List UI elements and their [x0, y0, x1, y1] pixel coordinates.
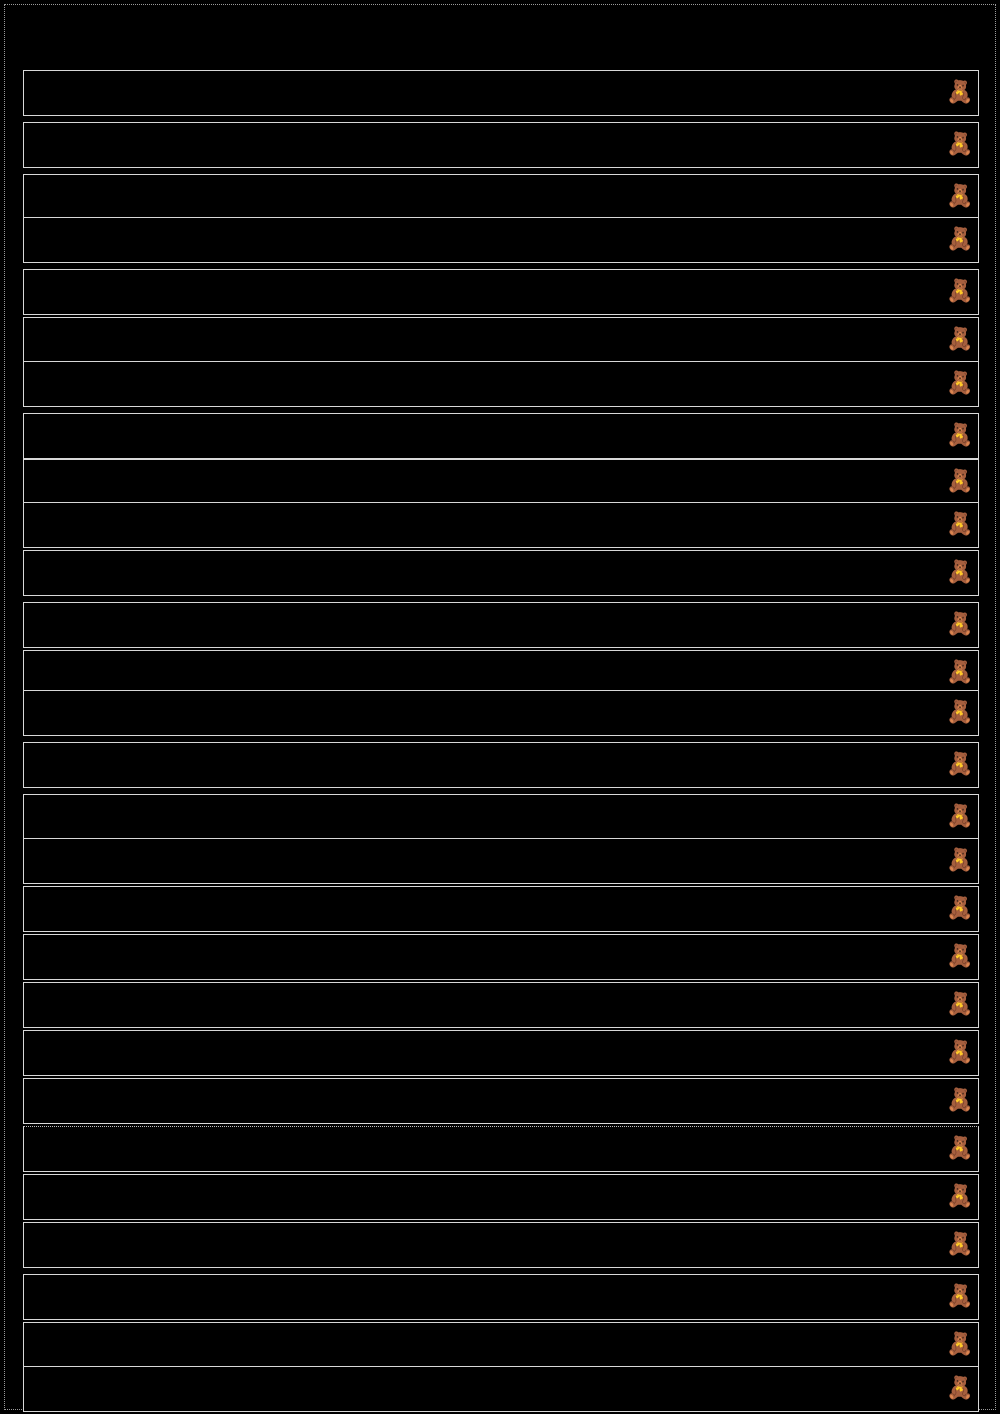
teddy-bear-icon[interactable]: 🧸 — [946, 227, 974, 252]
list-item[interactable] — [23, 1274, 979, 1320]
teddy-bear-icon[interactable]: 🧸 — [946, 1376, 974, 1401]
teddy-bear-icon[interactable]: 🧸 — [946, 469, 974, 494]
teddy-bear-icon[interactable]: 🧸 — [946, 612, 974, 637]
teddy-bear-icon[interactable]: 🧸 — [946, 700, 974, 725]
teddy-bear-icon[interactable]: 🧸 — [946, 896, 974, 921]
list-item[interactable] — [23, 742, 979, 788]
list-item[interactable] — [23, 174, 979, 220]
teddy-bear-icon[interactable]: 🧸 — [946, 1136, 974, 1161]
teddy-bear-icon[interactable]: 🧸 — [946, 1040, 974, 1065]
page-frame — [4, 4, 996, 1410]
teddy-bear-icon[interactable]: 🧸 — [946, 80, 974, 105]
teddy-bear-icon[interactable]: 🧸 — [946, 1088, 974, 1113]
teddy-bear-icon[interactable]: 🧸 — [946, 560, 974, 585]
list-item[interactable] — [23, 934, 979, 980]
list-item[interactable] — [23, 690, 979, 736]
teddy-bear-icon[interactable]: 🧸 — [946, 848, 974, 873]
list-item[interactable] — [23, 317, 979, 363]
teddy-bear-icon[interactable]: 🧸 — [946, 132, 974, 157]
list-item[interactable] — [23, 1030, 979, 1076]
list-item[interactable] — [23, 886, 979, 932]
list-item[interactable] — [23, 550, 979, 596]
teddy-bear-icon[interactable]: 🧸 — [946, 944, 974, 969]
list-item[interactable] — [23, 122, 979, 168]
teddy-bear-icon[interactable]: 🧸 — [946, 279, 974, 304]
list-item[interactable] — [23, 1174, 979, 1220]
list-item[interactable] — [23, 982, 979, 1028]
list-item[interactable] — [23, 1126, 979, 1172]
list-item[interactable] — [23, 70, 979, 116]
list-item[interactable] — [23, 794, 979, 840]
teddy-bear-icon[interactable]: 🧸 — [946, 371, 974, 396]
list-item[interactable] — [23, 502, 979, 548]
list-item[interactable] — [23, 459, 979, 505]
list-item[interactable] — [23, 413, 979, 459]
teddy-bear-icon[interactable]: 🧸 — [946, 804, 974, 829]
teddy-bear-icon[interactable]: 🧸 — [946, 660, 974, 685]
teddy-bear-icon[interactable]: 🧸 — [946, 1332, 974, 1357]
teddy-bear-icon[interactable]: 🧸 — [946, 184, 974, 209]
list-item[interactable] — [23, 1322, 979, 1368]
list-item[interactable] — [23, 217, 979, 263]
teddy-bear-icon[interactable]: 🧸 — [946, 1284, 974, 1309]
list-item[interactable] — [23, 1078, 979, 1124]
list-item[interactable] — [23, 838, 979, 884]
teddy-bear-icon[interactable]: 🧸 — [946, 752, 974, 777]
list-item[interactable] — [23, 1222, 979, 1268]
teddy-bear-icon[interactable]: 🧸 — [946, 1184, 974, 1209]
teddy-bear-icon[interactable]: 🧸 — [946, 992, 974, 1017]
list-item[interactable] — [23, 602, 979, 648]
teddy-bear-icon[interactable]: 🧸 — [946, 512, 974, 537]
teddy-bear-icon[interactable]: 🧸 — [946, 423, 974, 448]
list-item[interactable] — [23, 361, 979, 407]
teddy-bear-icon[interactable]: 🧸 — [946, 1232, 974, 1257]
teddy-bear-icon[interactable]: 🧸 — [946, 327, 974, 352]
list-item[interactable] — [23, 1366, 979, 1412]
row-list — [23, 35, 979, 1401]
list-item[interactable] — [23, 269, 979, 315]
